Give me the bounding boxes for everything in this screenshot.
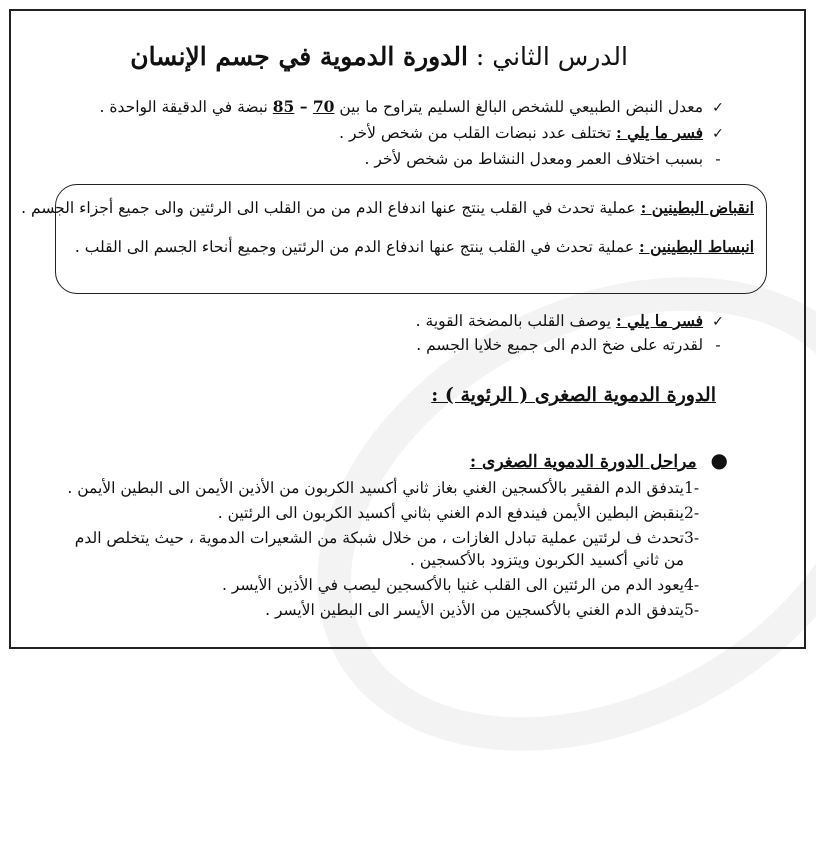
step-5: -5يتدفق الدم الغني بالأكسجين من الأذين الأيسر الى البطين الأيسر . bbox=[265, 601, 700, 619]
lesson-title bbox=[130, 42, 628, 71]
systole-definition bbox=[21, 198, 754, 218]
check-icon: ✓ bbox=[712, 126, 724, 142]
step-3-continued: من ثاني أكسيد الكربون ويتزود بالأكسجين . bbox=[409, 551, 684, 569]
diastole-definition bbox=[75, 237, 754, 257]
explain-label-2: فسر ما يلي : bbox=[615, 311, 704, 330]
stages-title-text: مراحل الدورة الدموية الصغرى : bbox=[469, 452, 697, 472]
answer-line-2: - لقدرته على ضخ الدم الى جميع خلايا الجسم . bbox=[416, 336, 721, 354]
check-icon: ✓ bbox=[712, 100, 724, 116]
pulse-low: 70 bbox=[312, 97, 335, 116]
pulse-sep: – bbox=[294, 97, 313, 116]
answer-text: بسبب اختلاف العمر ومعدل النشاط من شخص لأخر . bbox=[364, 150, 704, 168]
explain-line-1 bbox=[339, 123, 728, 144]
step-1: -1يتدفق الدم الفقير بالأكسجين الغني بغاز ثاني أكسيد الكربون من الأذين الأيمن الى البطين الأيمن . bbox=[67, 479, 700, 497]
pulse-high: 85 bbox=[272, 97, 295, 116]
lesson-title-main: الدورة الدموية في جسم الإنسان bbox=[130, 42, 468, 71]
systole-text: عملية تحدث في القلب ينتج عنها اندفاع الدم من من القلب الى الرئتين والى جميع أجزاء الجسم . bbox=[21, 199, 641, 217]
diastole-term: انبساط البطينين : bbox=[639, 237, 754, 256]
answer-text-2: لقدرته على ضخ الدم الى جميع خلايا الجسم . bbox=[416, 336, 704, 354]
answer-line-1: - بسبب اختلاف العمر ومعدل النشاط من شخص لأخر . bbox=[364, 150, 721, 168]
check-icon: ✓ bbox=[712, 314, 724, 330]
lesson-title-prefix: الدرس الثاني : bbox=[467, 42, 628, 71]
bullet-icon: ● bbox=[710, 448, 728, 472]
pulse-text-after: نبضة في الدقيقة الواحدة . bbox=[99, 98, 273, 116]
pulse-text-before: معدل النبض الطبيعي للشخص البالغ السليم يتراوح ما بين bbox=[334, 98, 704, 116]
pulse-rate-line bbox=[100, 97, 728, 118]
explain-label: فسر ما يلي : bbox=[615, 123, 704, 142]
step-3: -3تحدث ف لرئتين عملية تبادل الغازات ، من خلال شبكة من الشعيرات الدموية ، حيث يتخلص الدم bbox=[74, 529, 700, 547]
step-2: -2ينقبض البطين الأيمن فيندفع الدم الغني بثاني أكسيد الكربون الى الرئتين . bbox=[217, 504, 700, 522]
explain-text-2: يوصف القلب بالمضخة القوية . bbox=[415, 312, 616, 330]
diastole-text: عملية تحدث في القلب ينتج عنها اندفاع الدم من الرئتين وجميع أنحاء الجسم الى القلب . bbox=[74, 238, 640, 256]
step-4: -4يعود الدم من الرئتين الى القلب غنيا بالأكسجين ليصب في الأذين الأيسر . bbox=[222, 576, 700, 594]
section-title: الدورة الدموية الصغرى ( الرئوية ) : bbox=[431, 384, 716, 406]
systole-term: انقباض البطينين : bbox=[640, 198, 754, 217]
stages-title bbox=[470, 450, 728, 472]
explain-text: تختلف عدد نبضات القلب من شخص لأخر . bbox=[339, 124, 616, 142]
explain-line-2 bbox=[416, 311, 728, 332]
